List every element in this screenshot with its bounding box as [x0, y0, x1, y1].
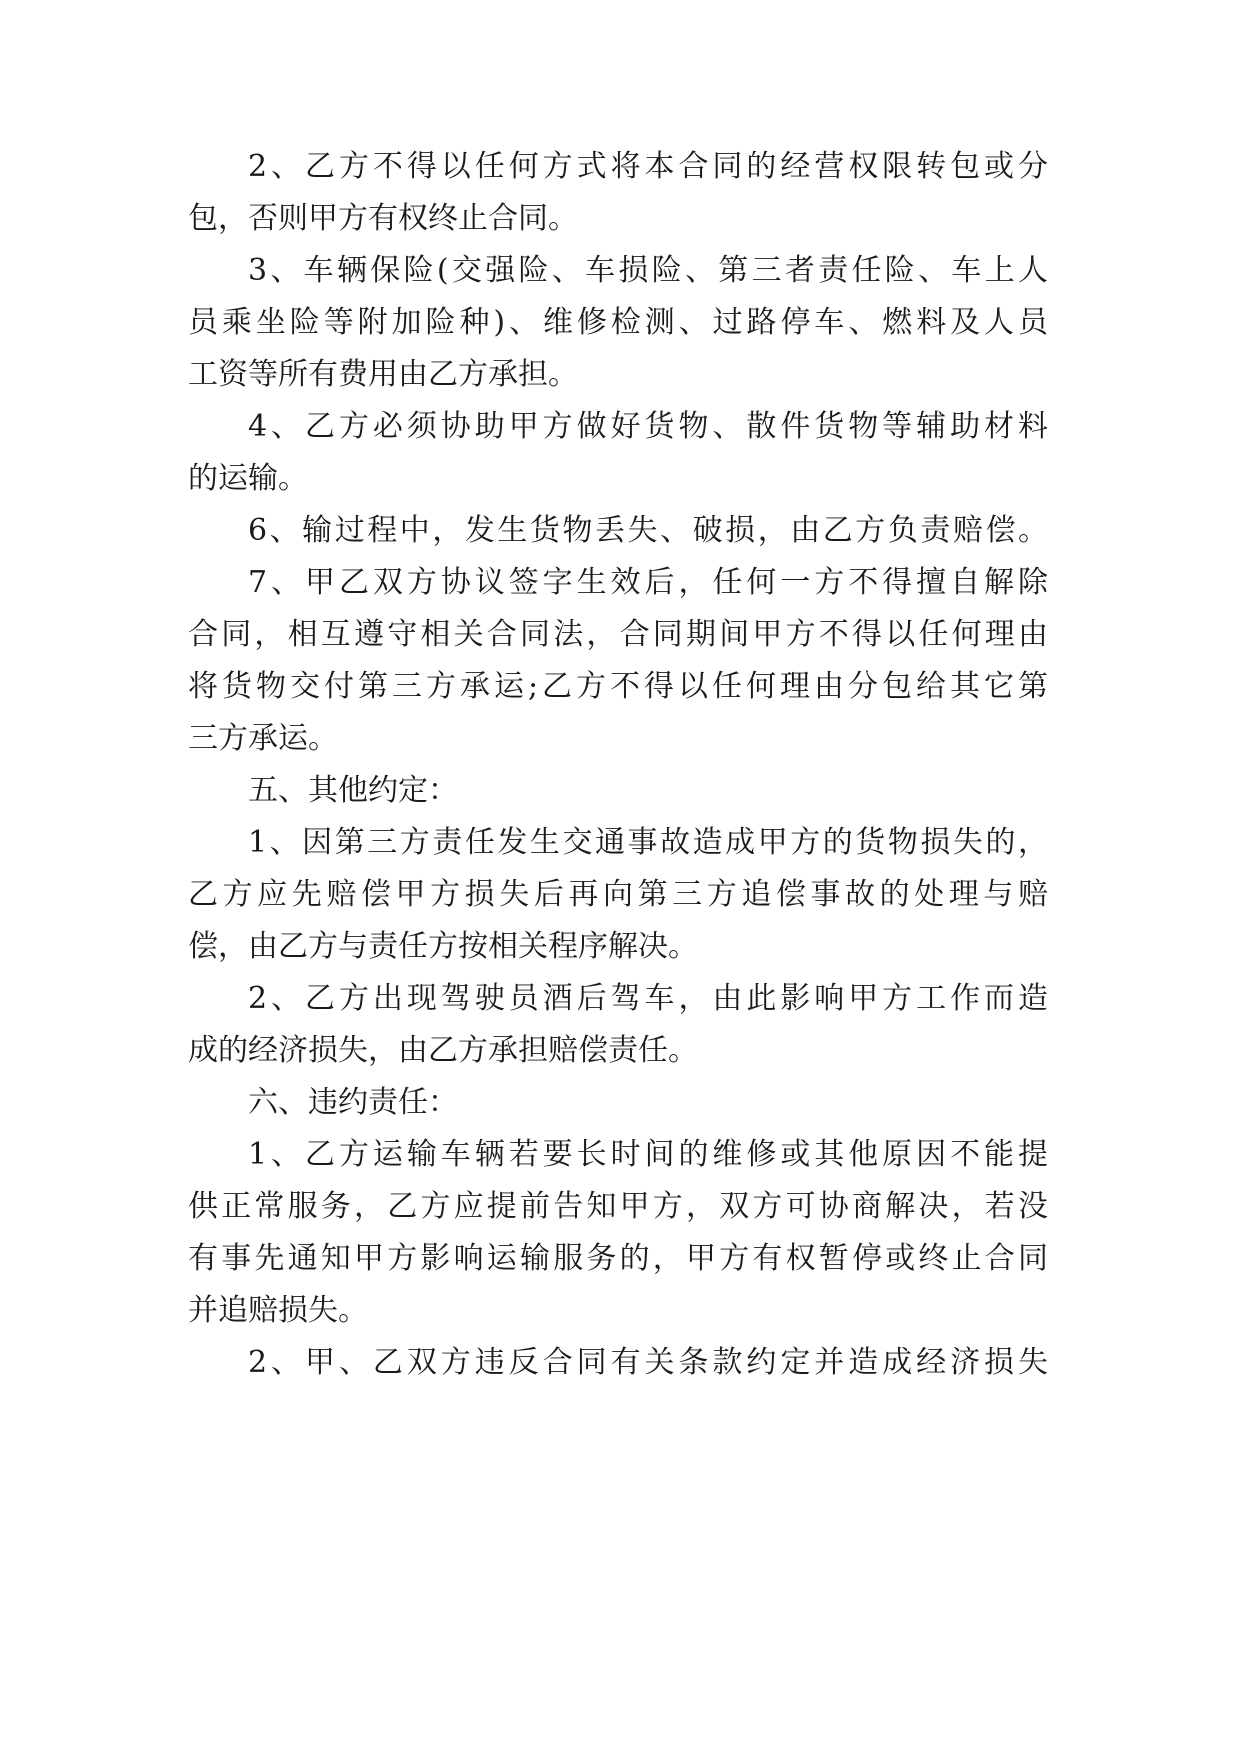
text-line: 4、乙方必须协助甲方做好货物、散件货物等辅助材料 [248, 409, 1048, 444]
text-line: 员乘坐险等附加险种)、维修检测、过路停车、燃料及人员 [188, 305, 1048, 340]
text-line: 3、车辆保险(交强险、车损险、第三者责任险、车上人 [248, 253, 1048, 288]
text-line: 并追赔损失。 [188, 1293, 368, 1328]
text-line: 有事先通知甲方影响运输服务的，甲方有权暂停或终止合同 [188, 1241, 1048, 1276]
text-line: 工资等所有费用由乙方承担。 [188, 357, 578, 392]
text-line: 包，否则甲方有权终止合同。 [188, 201, 578, 236]
text-line: 1、乙方运输车辆若要长时间的维修或其他原因不能提 [248, 1137, 1048, 1172]
section-heading: 六、违约责任： [248, 1085, 458, 1120]
text-line: 2、甲、乙双方违反合同有关条款约定并造成经济损失 [248, 1345, 1048, 1380]
text-line: 6、输过程中，发生货物丢失、破损，由乙方负责赔偿。 [248, 513, 1048, 548]
text-line: 偿，由乙方与责任方按相关程序解决。 [188, 929, 698, 964]
text-line: 供正常服务，乙方应提前告知甲方，双方可协商解决，若没 [188, 1189, 1048, 1224]
text-line: 合同，相互遵守相关合同法，合同期间甲方不得以任何理由 [188, 617, 1048, 652]
text-line: 1、因第三方责任发生交通事故造成甲方的货物损失的， [248, 825, 1048, 860]
section-heading: 五、其他约定： [248, 773, 458, 808]
text-line: 的运输。 [188, 461, 308, 496]
text-line: 7、甲乙双方协议签字生效后，任何一方不得擅自解除 [248, 565, 1048, 600]
text-line: 2、乙方不得以任何方式将本合同的经营权限转包或分 [248, 149, 1048, 184]
text-line: 三方承运。 [188, 721, 338, 756]
text-line: 2、乙方出现驾驶员酒后驾车，由此影响甲方工作而造 [248, 981, 1048, 1016]
text-line: 乙方应先赔偿甲方损失后再向第三方追偿事故的处理与赔 [188, 877, 1048, 912]
text-line: 将货物交付第三方承运;乙方不得以任何理由分包给其它第 [188, 669, 1048, 704]
text-line: 成的经济损失，由乙方承担赔偿责任。 [188, 1033, 698, 1068]
